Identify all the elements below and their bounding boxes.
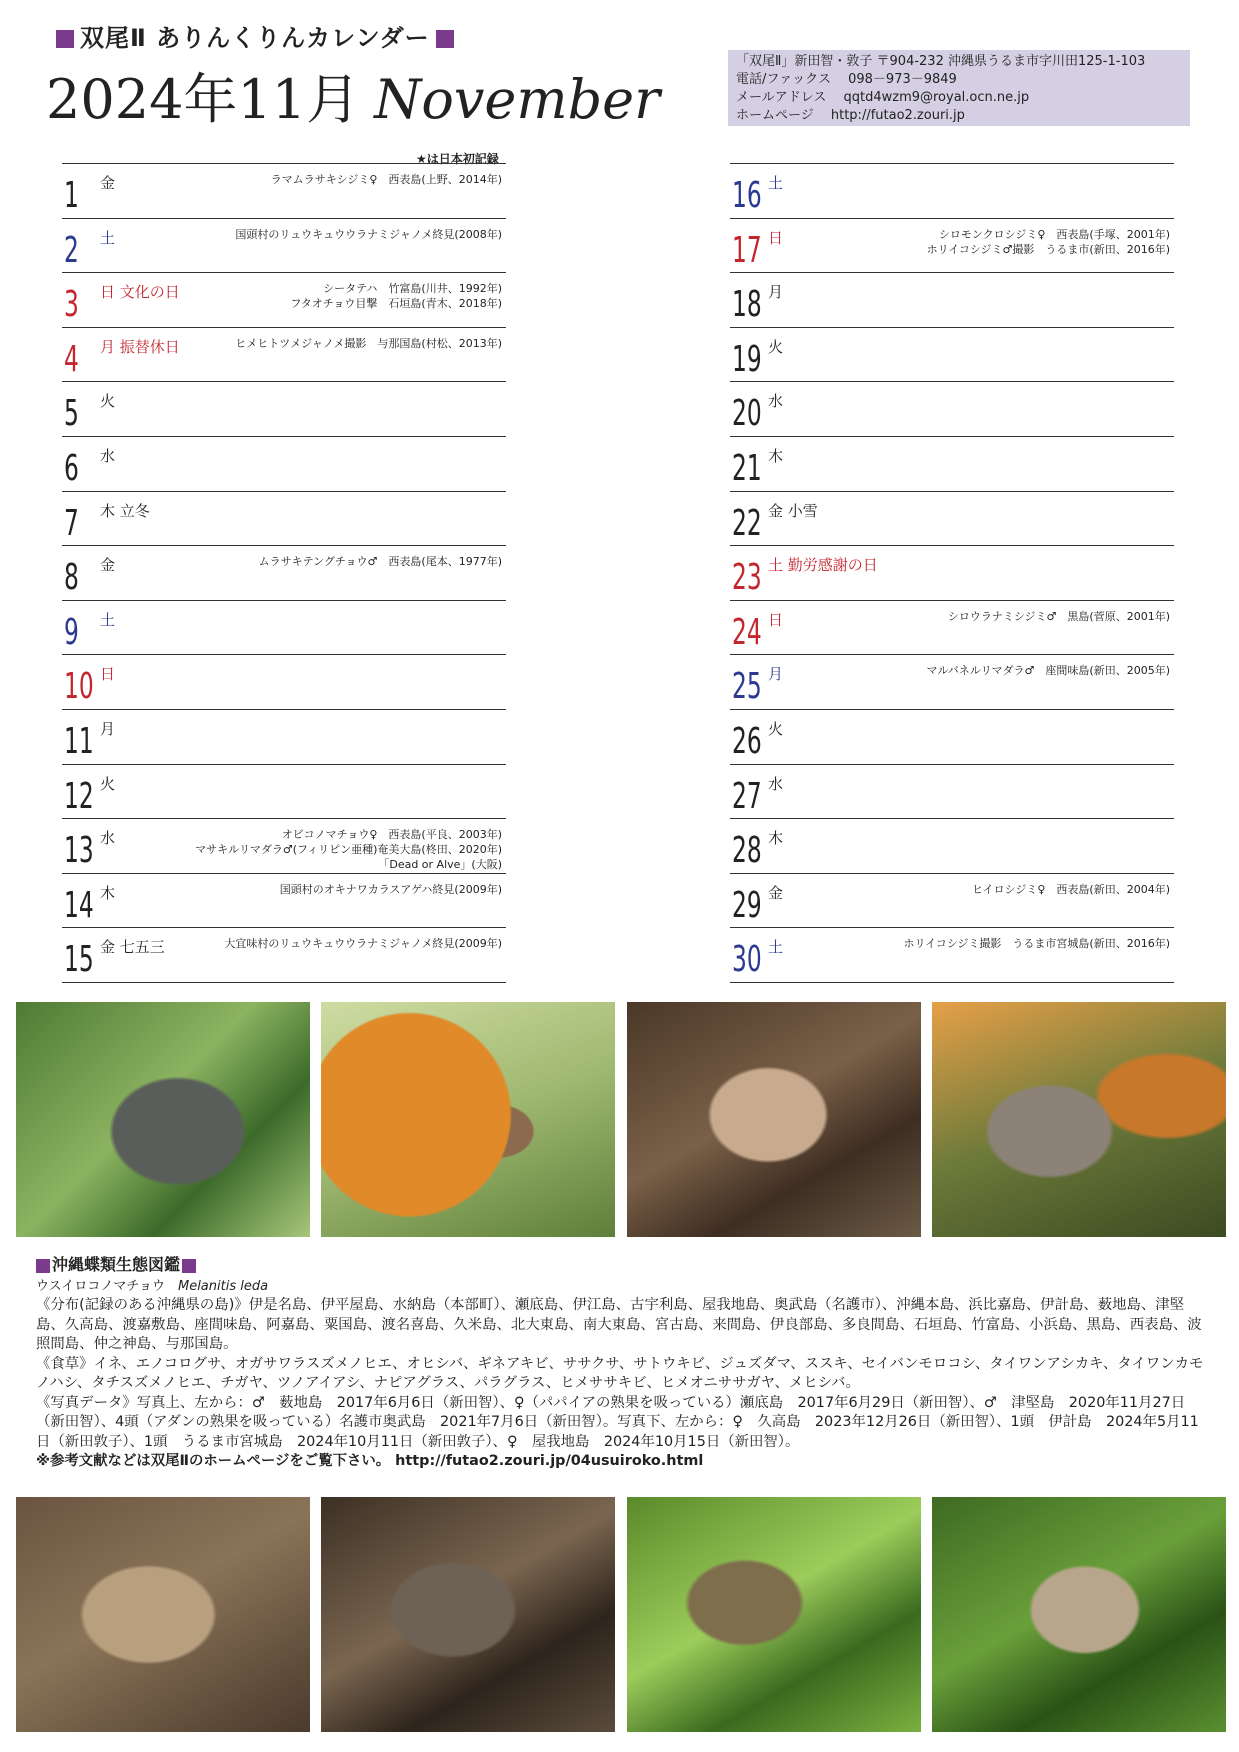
day-event: ヒイロシジミ♀ 西表島(新田、2004年): [971, 882, 1170, 896]
day-number: 25: [732, 666, 762, 708]
day-number: 29: [732, 884, 762, 926]
calendar-day-row: [730, 219, 1174, 274]
day-number: 6: [64, 447, 79, 489]
weekday-label: 土: [768, 938, 784, 957]
day-events: [271, 172, 502, 187]
day-number: 13: [64, 830, 94, 872]
day-event: ラマムラサキシジミ♀ 西表島(上野、2014年): [270, 173, 502, 186]
day-event: 大宜味村のリュウキュウウラナミジャノメ終見(2009年): [224, 937, 502, 951]
purple-square-icon: [182, 1259, 196, 1273]
calendar-day-row: [730, 874, 1174, 929]
day-number: 11: [64, 720, 94, 762]
weekday-label: 土: [768, 174, 784, 192]
weekday-label: 日 文化の日: [100, 283, 180, 302]
purple-square-icon: [56, 30, 74, 48]
calendar-day-row: [730, 164, 1174, 219]
day-number: 24: [732, 611, 762, 653]
calendar-day-row: [730, 328, 1174, 383]
day-number: 14: [64, 884, 94, 926]
weekday-label: 木: [768, 829, 784, 848]
photo-row-bottom: [16, 1497, 1226, 1732]
species-name-scientific: Melanitis leda: [177, 1278, 269, 1294]
calendar-day-row: [62, 437, 506, 492]
day-number: 5: [64, 393, 79, 435]
weekday-label: 水: [100, 446, 116, 465]
weekday-label: 火: [768, 337, 784, 356]
contact-line-email: メールアドレス qqtd4wzm9@royal.ocn.ne.jp: [736, 90, 1030, 105]
day-number: 17: [732, 229, 762, 271]
calendar-day-row: [62, 546, 506, 601]
weekday-label: 木: [100, 883, 116, 902]
weekday-label: 火: [100, 392, 116, 411]
day-events: [235, 227, 502, 242]
purple-square-icon: [436, 30, 454, 48]
weekday-label: 火: [100, 774, 116, 793]
photo-data-text: 《写真データ》写真上、左から：♂ 薮地島 2017年6月6日（新田智）、♀（パパイアの熟果を吸っている）瀬底島 2017年6月29日（新田智）、♂ 津堅島 2020年11月27日（新田智）、4頭（アダンの熟果を吸っている）名護市奥武島 2021年7月6日（新田智）。写真下、左から：♀ 久高島 2023年12月26日（新田智）、1頭 伊計島 2024年5月11日（新田敦子）、1頭 うるま市宮城島 2024年10月11日（新田敦子）、♀ 屋我地島 2024年10月15日（新田智）。: [36, 1394, 1199, 1450]
day-number: 30: [732, 939, 762, 981]
distribution-text: 《分布(記録のある沖縄県の島)》伊是名島、伊平屋島、水納島（本部町）、瀬底島、伊江島、古宇利島、屋我地島、奥武島（名護市）、沖縄本島、浜比嘉島、伊計島、薮地島、津堅島、久高島、渡嘉敷島、座間味島、阿嘉島、粟国島、渡名喜島、久米島、北大東島、南大東島、宮古島、来間島、伊良部島、多良間島、石垣島、竹富島、小浜島、黒島、西表島、波照間島、仲之神島、与那国島。: [36, 1297, 1202, 1352]
species-description: [36, 1255, 1204, 1472]
calendar-day-row: [730, 273, 1174, 328]
weekday-label: 土 勤労感謝の日: [768, 556, 878, 575]
day-events: [235, 336, 502, 351]
day-event: フタオチョウ目撃 石垣島(青木、2018年): [290, 297, 502, 311]
calendar-day-row: [62, 382, 506, 437]
butterfly-photo: [627, 1497, 921, 1732]
photo-row-top: [16, 1002, 1226, 1237]
butterfly-photo: [627, 1002, 921, 1237]
calendar-day-row: [730, 765, 1174, 820]
first-record-note: ★は日本初記録: [416, 152, 499, 166]
calendar-day-row: [730, 382, 1174, 437]
calendar-header: [50, 18, 460, 53]
day-events: [927, 663, 1170, 678]
weekday-label: 土: [100, 610, 116, 629]
weekday-label: 月: [768, 283, 784, 302]
day-event: オビコノマチョウ♀ 西表島(平良、2003年): [281, 828, 502, 842]
weekday-label: 金 七五三: [100, 938, 165, 957]
weekday-label: 火: [768, 719, 784, 738]
calendar-day-row: [730, 928, 1174, 983]
day-number: 8: [64, 557, 79, 599]
day-events: [903, 936, 1170, 951]
food-plant-text: 《食草》イネ、エノコログサ、オガサワラスズメノヒエ、オヒシバ、ギネアキビ、ササクサ、サトウキビ、ジュズダマ、ススキ、セイバンモロコシ、タイワンアシカキ、タイワンカモノハシ、タチスズメノヒエ、チガヤ、ツノアイアシ、ナピアグラス、パラグラス、ヒメササキビ、ヒメオニササガヤ、メヒシバ。: [36, 1355, 1204, 1391]
butterfly-photo: [16, 1497, 310, 1732]
day-event: 国頭村のリュウキュウウラナミジャノメ終見(2008年): [235, 227, 502, 241]
day-events: [927, 227, 1170, 257]
contact-info-box: [728, 50, 1190, 126]
day-events: [948, 609, 1170, 624]
day-event: シロウラナミシジミ♂ 黒島(菅原、2001年): [947, 609, 1170, 623]
day-events: [291, 281, 502, 311]
contact-line-address: 「双尾Ⅱ」新田智・敦子 〒904-232 沖縄県うるま市字川田125-1-103: [736, 54, 1146, 69]
day-events: [280, 882, 502, 897]
calendar-day-row: [62, 164, 506, 219]
butterfly-photo: [321, 1002, 615, 1237]
day-number: 18: [732, 284, 762, 326]
weekday-label: 木 立冬: [100, 501, 150, 520]
day-number: 19: [732, 338, 762, 380]
calendar-day-row: [62, 655, 506, 710]
calendar-day-row: [62, 819, 506, 874]
butterfly-photo: [321, 1497, 615, 1732]
calendar-day-row: [62, 328, 506, 383]
purple-square-icon: [36, 1259, 50, 1273]
day-number: 16: [732, 175, 762, 216]
calendar-day-row: [730, 492, 1174, 547]
day-number: 22: [732, 502, 762, 544]
calendar-day-row: [730, 655, 1174, 710]
day-event: ホリイコシジミ撮影 うるま市宮城島(新田、2016年): [903, 937, 1170, 951]
day-event: ムラサキテングチョウ♂ 西表島(尾本、1977年): [258, 555, 502, 569]
day-events: [259, 554, 502, 569]
weekday-label: 金: [100, 556, 116, 575]
day-number: 12: [64, 775, 94, 817]
calendar-day-row: [730, 546, 1174, 601]
weekday-label: 月: [768, 665, 784, 684]
day-event: マサキルリマダラ♂(フィリピン亜種)奄美大島(柊田、2020年): [195, 843, 502, 857]
day-number: 9: [64, 611, 79, 653]
weekday-label: 木: [768, 446, 784, 465]
calendar-column-right: [730, 163, 1174, 983]
contact-line-phone: 電話/ファックス 098－973－9849: [736, 72, 957, 87]
day-event: シータテハ 竹富島(川井、1992年): [323, 282, 502, 296]
contact-line-homepage: ホームページ http://futao2.zouri.jp: [736, 108, 965, 123]
calendar-day-row: [730, 819, 1174, 874]
day-event: 国頭村のオキナワカラスアゲハ終見(2009年): [279, 882, 502, 896]
calendar-day-row: [62, 874, 506, 929]
butterfly-photo: [16, 1002, 310, 1237]
calendar-day-row: [730, 710, 1174, 765]
calendar-day-row: [62, 492, 506, 547]
day-number: 10: [64, 666, 94, 708]
weekday-label: 月: [100, 719, 116, 738]
day-number: 4: [64, 338, 79, 380]
calendar-day-row: [62, 601, 506, 656]
day-number: 1: [64, 175, 79, 216]
day-number: 21: [732, 447, 762, 489]
day-number: 7: [64, 502, 79, 544]
weekday-label: 金 小雪: [768, 501, 818, 520]
day-number: 15: [64, 939, 94, 981]
day-event: ホリイコシジミ♂撮影 うるま市(新田、2016年): [926, 242, 1170, 256]
weekday-label: 水: [768, 392, 784, 411]
day-events: [224, 936, 502, 951]
day-events: [195, 827, 502, 872]
day-event: 「Dead or Alve」(大阪): [378, 858, 502, 872]
weekday-label: 土: [100, 228, 116, 247]
weekday-label: 水: [100, 829, 116, 848]
day-number: 2: [64, 229, 79, 271]
weekday-label: 日: [768, 228, 784, 247]
calendar-day-row: [62, 273, 506, 328]
butterfly-photo: [932, 1002, 1226, 1237]
butterfly-photo: [932, 1497, 1226, 1732]
species-name-ja: ウスイロコノマチョウ: [36, 1278, 165, 1294]
calendar-column-left: [62, 163, 506, 983]
day-number: 26: [732, 720, 762, 762]
day-number: 23: [732, 557, 762, 599]
weekday-label: 金: [768, 883, 784, 902]
calendar-day-row: [62, 928, 506, 983]
day-event: シロモンクロシジミ♀ 西表島(手塚、2001年): [938, 227, 1170, 241]
day-event: ヒメヒトツメジャノメ撮影 与那国島(村松、2013年): [235, 336, 502, 350]
calendar-day-row: [730, 437, 1174, 492]
month-title-en: November: [374, 68, 660, 131]
day-number: 20: [732, 393, 762, 435]
weekday-label: 水: [768, 774, 784, 793]
reference-text: ※参考文献などは双尾Ⅱのホームページをご覧下さい。 http://futao2.zouri.jp/04usuiroko.html: [36, 1453, 704, 1469]
weekday-label: 日: [768, 610, 784, 629]
day-events: [972, 882, 1170, 897]
day-number: 3: [64, 284, 79, 326]
weekday-label: 月 振替休日: [100, 337, 180, 356]
month-title-ja: 2024年11月: [46, 68, 361, 131]
weekday-label: 金: [100, 174, 116, 192]
day-event: マルバネルリマダラ♂ 座間味島(新田、2005年): [926, 664, 1170, 678]
calendar-day-row: [62, 219, 506, 274]
day-number: 27: [732, 775, 762, 817]
weekday-label: 日: [100, 665, 116, 684]
calendar-day-row: [730, 601, 1174, 656]
month-title: [46, 70, 660, 130]
calendar-day-row: [62, 765, 506, 820]
calendar-day-row: [62, 710, 506, 765]
description-heading: 沖縄蝶類生態図鑑: [52, 1255, 181, 1274]
day-number: 28: [732, 830, 762, 872]
calendar-header-title: 双尾Ⅱ ありんくりんカレンダー: [80, 24, 430, 52]
